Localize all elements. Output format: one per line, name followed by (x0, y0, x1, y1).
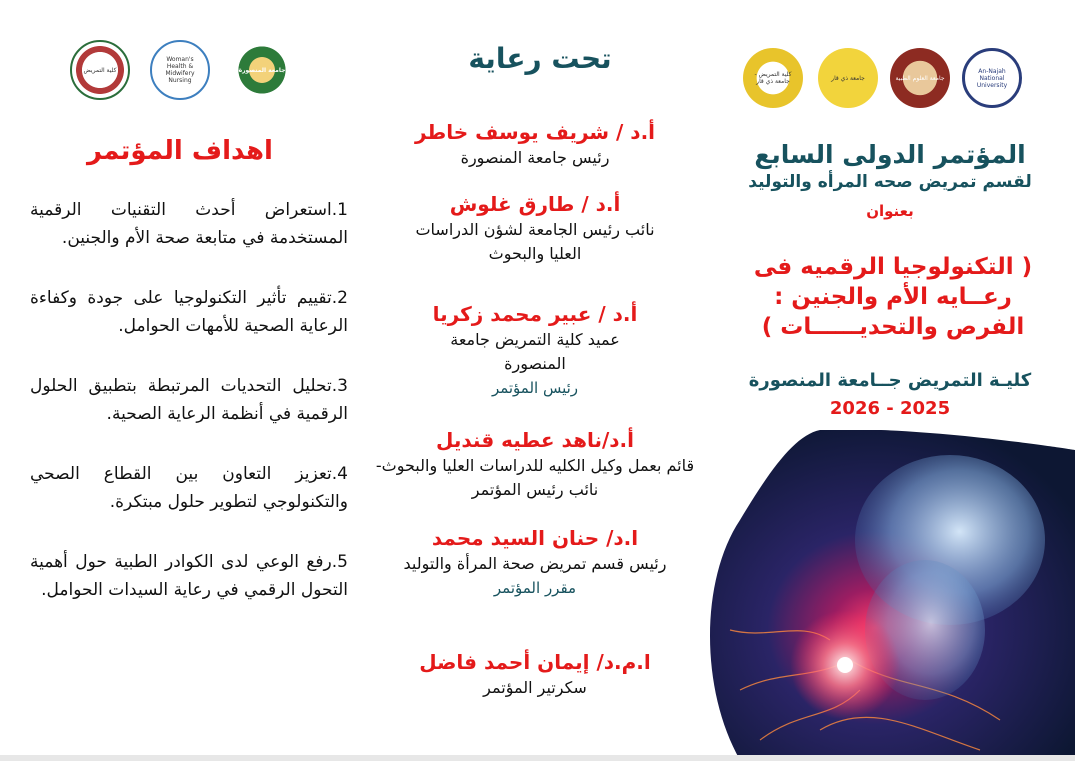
an-najah-university-logo: An-Najah National University (962, 48, 1022, 108)
patron-name: أ.د / عبير محمد زكريا (432, 302, 638, 326)
fetus-illustration (700, 430, 1075, 760)
patron-role: قائم بعمل وكيل الكليه للدراسات العليا والبحوث- نائب رئيس المؤتمر (375, 456, 695, 499)
patron-entry (370, 648, 700, 700)
medical-sciences-university-logo: جامعة العلوم الطبية (890, 48, 950, 108)
patron-name: أ.د/ناهد عطيه قنديل (436, 428, 634, 452)
patron-name: أ.د / طارق غلوش (449, 192, 621, 216)
patron-role: عميد كلية التمريض جامعة المنصورة (450, 330, 620, 373)
patron-name: أ.د / شريف يوسف خاطر (414, 120, 656, 144)
goal-item: 1.استعراض أحدث التقنيات الرقمية المستخدمة في متابعة صحة الأم والجنين. (30, 200, 348, 248)
patron-entry (420, 300, 650, 400)
dhi-qar-university-logo: جامعة ذي قار (818, 48, 878, 108)
goal-item: 5.رفع الوعي لدى الكوادر الطبية حول أهمية التحول الرقمي في رعاية السيدات الحوامل. (30, 552, 348, 600)
goal-item: 4.تعزيز التعاون بين القطاع الصحي والتكنولوجي لتطوير حلول مبتكرة. (30, 464, 348, 512)
conference-by-label: بعنوان (866, 202, 914, 220)
bottom-border (0, 755, 1075, 761)
patron-entry (370, 118, 700, 170)
light-core (837, 657, 853, 673)
conference-theme: ( التكنولوجيا الرقميه فى رعــايه الأم والجنين : الفرص والتحديــــــات ) (753, 254, 1033, 340)
patron-role: رئيس قسم تمريض صحة المرأة والتوليد (403, 554, 667, 573)
patron-entry (370, 426, 700, 502)
conference-department: لقسم تمريض صحه المرأه والتوليد (748, 172, 1032, 192)
goals-heading: اهداف المؤتمر (87, 136, 273, 166)
patron-name: ا.د/ حنان السيد محمد (431, 526, 639, 550)
patron-role: رئيس جامعة المنصورة (460, 148, 610, 167)
midwifery-dept-logo: Woman's Health & Midwifery Nursing (150, 40, 210, 100)
patron-role: نائب رئيس الجامعة لشؤن الدراسات العليا والبحوث (415, 220, 655, 263)
patron-title: مقرر المؤتمر (493, 579, 577, 597)
patronage-heading: تحت رعاية (468, 42, 612, 75)
patron-title: رئيس المؤتمر (491, 379, 579, 397)
nursing-faculty-logo: كلية التمريض (70, 40, 130, 100)
conference-years: 2026 - 2025 (829, 398, 951, 419)
conference-title: المؤتمر الدولى السابع (754, 140, 1026, 169)
mansoura-university-logo: جامعة المنصورة (232, 40, 292, 100)
goal-item: 2.تقييم تأثير التكنولوجيا على جودة وكفاءة الرعاية الصحية للأمهات الحوامل. (30, 288, 348, 336)
patron-entry (400, 190, 670, 266)
goals-list (30, 196, 348, 636)
patron-name: ا.م.د/ إيمان أحمد فاضل (419, 650, 651, 674)
patron-entry (400, 524, 670, 600)
dhi-qar-nursing-logo: كلية التمريض - جامعة ذي قار (743, 48, 803, 108)
patron-role: سكرتير المؤتمر (483, 678, 587, 697)
conference-faculty: كليـة التمريض جــامعة المنصورة (748, 370, 1032, 391)
goal-item: 3.تحليل التحديات المرتبطة بتطبيق الحلول الرقمية في أنظمة الرعاية الصحية. (30, 376, 348, 424)
